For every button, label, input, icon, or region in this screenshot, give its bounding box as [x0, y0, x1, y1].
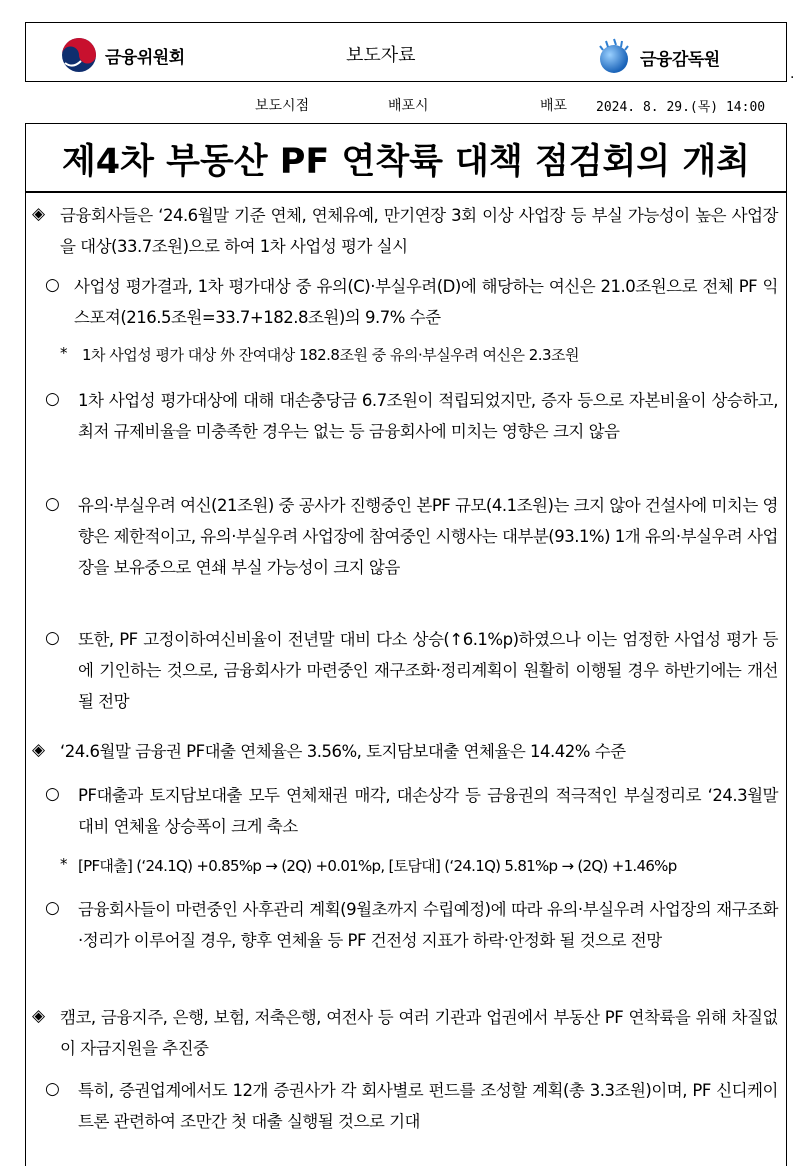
- circle-bullet: ○: [45, 898, 60, 918]
- paragraph-4: 유의·부실우려 여신(21조원) 중 공사가 진행중인 본PF 규모(4.1조원)는 크지 않아 건설사에 미치는 영향은 제한적이고, 유의·부실우려 사업장에 참여중인 시행사는 대부분(93.1%) 1개 유의·부실우려 사업장을 보유중으로 연쇄 부실 가능성이 크지 않음: [78, 496, 778, 577]
- circle-bullet: ○: [45, 389, 60, 409]
- paragraph-8: 금융회사들이 마련중인 사후관리 계획(9월초까지 수립예정)에 따라 유의·부실우려 사업장의 재구조화·정리가 이루어질 경우, 향후 연체율 등 PF 건전성 지표가 하락·안정화 될 것으로 전망: [78, 900, 778, 950]
- paragraph-5: 또한, PF 고정이하여신비율이 전년말 대비 다소 상승(↑6.1%p)하였으나 이는 엄정한 사업성 평가 등에 기인하는 것으로, 금융회사가 마련중인 재구조화·정리계획이 원활히 이행될 경우 하반기에는 개선될 전망: [78, 630, 778, 711]
- paragraph-3: 1차 사업성 평가대상에 대해 대손충당금 6.7조원이 적립되었지만, 증자 등으로 자본비율이 상승하고, 최저 규제비율을 미충족한 경우는 없는 등 금융회사에 미치는 영향은 크지 않음: [78, 391, 778, 441]
- paragraph-1: 금융회사들은 ‘24.6월말 기준 연체, 연체유예, 만기연장 3회 이상 사업장 등 부실 가능성이 높은 사업장을 대상(33.7조원)으로 하여 1차 사업성 평가 실시: [60, 206, 778, 256]
- distribution-prefix: 배포: [540, 98, 568, 114]
- fsc-name: 금융위원회: [105, 47, 185, 68]
- fsc-emblem-icon: [59, 35, 99, 75]
- circle-bullet: ○: [45, 275, 60, 295]
- header-box: [25, 22, 787, 82]
- fss-logo: [594, 37, 720, 77]
- circle-bullet: ○: [45, 1079, 60, 1099]
- fss-emblem-icon: [594, 37, 634, 77]
- paragraph-10: 특히, 증권업계에서도 12개 증권사가 각 회사별로 펀드를 조성할 계획(총 3.3조원)이며, PF 신디케이트론 관련하여 조만간 첫 대출 실행될 것으로 기대: [78, 1081, 778, 1131]
- paragraph-6: ‘24.6월말 금융권 PF대출 연체율은 3.56%, 토지담보대출 연체율은 14.42% 수준: [60, 742, 626, 761]
- star-note-marker: *: [60, 344, 68, 362]
- distribution-label: 배포시: [388, 98, 429, 114]
- diamond-bullet: ◈: [32, 740, 46, 760]
- star-note-marker: *: [60, 855, 68, 873]
- note-1: 1차 사업성 평가 대상 外 잔여대상 182.8조원 중 유의·부실우려 여신은 2.3조원: [82, 346, 580, 364]
- paragraph-2: 사업성 평가결과, 1차 평가대상 중 유의(C)·부실우려(D)에 해당하는 여신은 21.0조원으로 전체 PF 익스포져(216.5조원=33.7+182.8조원)의 9.7% 수준: [74, 277, 778, 327]
- paragraph-9: 캠코, 금융지주, 은행, 보험, 저축은행, 여전사 등 여러 기관과 업권에서 부동산 PF 연착륙을 위해 차질없이 자금지원을 추진중: [60, 1008, 778, 1058]
- circle-bullet: ○: [45, 494, 60, 514]
- diamond-bullet: ◈: [32, 1006, 46, 1026]
- diamond-bullet: ◈: [32, 204, 46, 224]
- title-divider: [26, 191, 786, 193]
- circle-bullet: ○: [45, 784, 60, 804]
- document-type: 보도자료: [346, 45, 416, 66]
- content-box: [25, 123, 787, 1166]
- release-time-label: 보도시점: [255, 98, 310, 114]
- fss-name: 금융감독원: [640, 49, 720, 70]
- circle-bullet: ○: [45, 628, 60, 648]
- paragraph-7: PF대출과 토지담보대출 모두 연체채권 매각, 대손상각 등 금융권의 적극적인 부실정리로 ‘24.3월말 대비 연체율 상승폭이 크게 축소: [78, 786, 778, 836]
- trailing-dot: .: [790, 66, 795, 82]
- page-title: 제4차 부동산 PF 연착륙 대책 점검회의 개최: [62, 142, 750, 182]
- note-2: [PF대출] (‘24.1Q) +0.85%p → (2Q) +0.01%p, [토담대] (‘24.1Q) 5.81%p → (2Q) +1.46%p: [78, 857, 677, 875]
- fsc-logo: [59, 35, 185, 75]
- release-date: 2024. 8. 29.(목) 14:00: [596, 100, 766, 115]
